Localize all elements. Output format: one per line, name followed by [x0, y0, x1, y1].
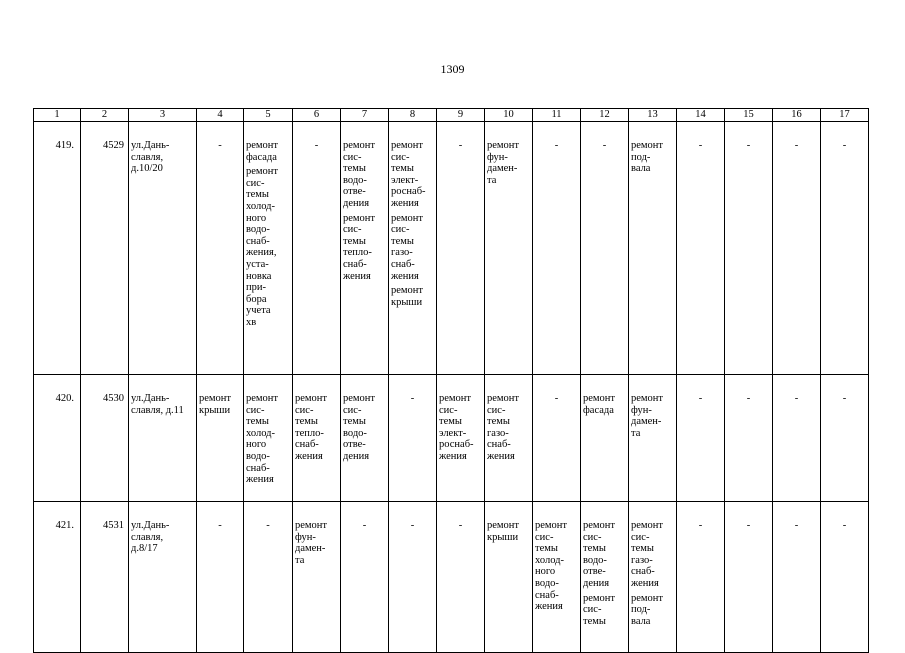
work-item: ремонт сис- темы водо- отве- дения	[343, 140, 376, 209]
address-text: ул.Дань- славля, д.8/17	[131, 520, 170, 555]
address-cell	[129, 122, 197, 375]
work-item: ремонт фасада	[583, 393, 616, 416]
work-cell	[629, 502, 677, 653]
work-item: ремонт сис- темы холод- ного водо- снаб- жения, уста- новка при- бора учета хв	[246, 166, 279, 328]
dash-cell	[821, 502, 869, 653]
column-header: 1	[34, 109, 81, 122]
dash-cell	[389, 502, 437, 653]
dash-text: -	[842, 520, 847, 531]
work-item: ремонт крыши	[391, 285, 424, 308]
building-code-text: 4530	[103, 393, 124, 404]
building-code	[81, 375, 129, 502]
table-row	[34, 122, 869, 375]
dash-text: -	[218, 140, 222, 151]
work-item: ремонт сис- темы холод- ного водо- снаб- жения	[246, 393, 279, 486]
dash-text: -	[458, 140, 463, 151]
work-cell	[629, 375, 677, 502]
dash-text: -	[746, 520, 751, 531]
dash-cell	[677, 375, 725, 502]
column-header: 14	[677, 109, 725, 122]
dash-text: -	[746, 140, 751, 151]
column-header: 6	[293, 109, 341, 122]
column-header: 13	[629, 109, 677, 122]
column-header: 10	[485, 109, 533, 122]
dash-cell	[821, 122, 869, 375]
dash-text: -	[218, 520, 222, 531]
work-item: ремонт сис- темы газо- снаб- жения	[391, 212, 424, 282]
dash-text: -	[842, 393, 847, 404]
column-header: 12	[581, 109, 629, 122]
work-item: ремонт сис- темы	[583, 592, 616, 627]
dash-cell	[437, 502, 485, 653]
row-number	[34, 375, 81, 502]
dash-cell	[437, 122, 485, 375]
row-number-text: 419.	[55, 140, 74, 151]
dash-text: -	[410, 520, 415, 531]
work-item: ремонт фун- дамен- та	[631, 393, 664, 439]
work-item: ремонт под- вала	[631, 140, 664, 175]
work-cell	[485, 502, 533, 653]
work-item: ремонт фасада	[246, 140, 279, 163]
dash-text: -	[794, 140, 799, 151]
table-row	[34, 375, 869, 502]
column-header: 4	[197, 109, 244, 122]
work-cell	[437, 375, 485, 502]
work-cell	[581, 375, 629, 502]
work-cell	[197, 375, 244, 502]
dash-cell	[773, 502, 821, 653]
dash-cell	[197, 122, 244, 375]
building-code-text: 4531	[103, 520, 124, 531]
dash-text: -	[698, 393, 703, 404]
dash-cell	[821, 375, 869, 502]
row-number-text: 421.	[55, 520, 74, 531]
dash-cell	[341, 502, 389, 653]
dash-text: -	[602, 140, 607, 151]
work-cell	[485, 375, 533, 502]
dash-text: -	[794, 393, 799, 404]
work-item: ремонт сис- темы элект- роснаб- жения	[391, 140, 426, 209]
dash-text: -	[266, 520, 270, 531]
column-header: 11	[533, 109, 581, 122]
address-text: ул.Дань- славля, д.10/20	[131, 140, 170, 175]
dash-text: -	[746, 393, 751, 404]
column-header: 16	[773, 109, 821, 122]
dash-cell	[533, 375, 581, 502]
dash-cell	[725, 122, 773, 375]
page-number: 1309	[440, 62, 465, 76]
dash-cell	[293, 122, 341, 375]
work-cell	[341, 122, 389, 375]
work-item: ремонт сис- темы холод- ного водо- снаб- жения	[535, 520, 568, 613]
work-item: ремонт сис- темы газо- снаб- жения	[487, 393, 520, 462]
work-cell	[533, 502, 581, 653]
row-number-text: 420.	[55, 393, 74, 404]
address-text: ул.Дань- славля, д.11	[131, 393, 184, 416]
column-header: 5	[244, 109, 293, 122]
building-code-text: 4529	[103, 140, 124, 151]
column-header: 3	[129, 109, 197, 122]
column-header: 2	[81, 109, 129, 122]
column-header: 15	[725, 109, 773, 122]
dash-cell	[389, 375, 437, 502]
work-item: ремонт сис- темы водо- отве- дения	[583, 520, 616, 589]
work-item: ремонт сис- темы тепло- снаб- жения	[343, 212, 376, 282]
work-cell	[629, 122, 677, 375]
column-header: 8	[389, 109, 437, 122]
dash-text: -	[458, 520, 463, 531]
dash-text: -	[410, 393, 415, 404]
dash-cell	[725, 375, 773, 502]
work-item: ремонт сис- темы водо- отве- дения	[343, 393, 376, 462]
work-cell	[244, 122, 293, 375]
dash-cell	[244, 502, 293, 653]
dash-cell	[725, 502, 773, 653]
building-code	[81, 502, 129, 653]
dash-cell	[773, 122, 821, 375]
work-item: ремонт под- вала	[631, 592, 664, 627]
work-cell	[244, 375, 293, 502]
address-cell	[129, 375, 197, 502]
dash-text: -	[554, 393, 559, 404]
work-cell	[581, 502, 629, 653]
dash-text: -	[842, 140, 847, 151]
work-cell	[293, 375, 341, 502]
work-cell	[341, 375, 389, 502]
dash-text: -	[698, 520, 703, 531]
dash-text: -	[698, 140, 703, 151]
work-item: ремонт сис- темы тепло- снаб- жения	[295, 393, 328, 462]
building-code	[81, 122, 129, 375]
dash-cell	[197, 502, 244, 653]
dash-cell	[533, 122, 581, 375]
dash-text: -	[362, 520, 367, 531]
address-cell	[129, 502, 197, 653]
work-item: ремонт фун- дамен- та	[295, 520, 328, 566]
work-item: ремонт крыши	[487, 520, 520, 543]
work-cell	[485, 122, 533, 375]
work-item: ремонт крыши	[199, 393, 232, 416]
column-header: 9	[437, 109, 485, 122]
repair-schedule-table	[33, 108, 869, 653]
work-item: ремонт фун- дамен- та	[487, 140, 520, 186]
dash-text: -	[314, 140, 319, 151]
dash-text: -	[794, 520, 799, 531]
row-number	[34, 502, 81, 653]
work-item: ремонт сис- темы газо- снаб- жения	[631, 520, 664, 589]
work-cell	[389, 122, 437, 375]
work-cell	[293, 502, 341, 653]
dash-cell	[581, 122, 629, 375]
table-row	[34, 502, 869, 653]
dash-text: -	[554, 140, 559, 151]
work-item: ремонт сис- темы элект- роснаб- жения	[439, 393, 474, 462]
column-header: 17	[821, 109, 869, 122]
column-header: 7	[341, 109, 389, 122]
header-row	[34, 109, 869, 122]
dash-cell	[773, 375, 821, 502]
row-number	[34, 122, 81, 375]
dash-cell	[677, 122, 725, 375]
dash-cell	[677, 502, 725, 653]
